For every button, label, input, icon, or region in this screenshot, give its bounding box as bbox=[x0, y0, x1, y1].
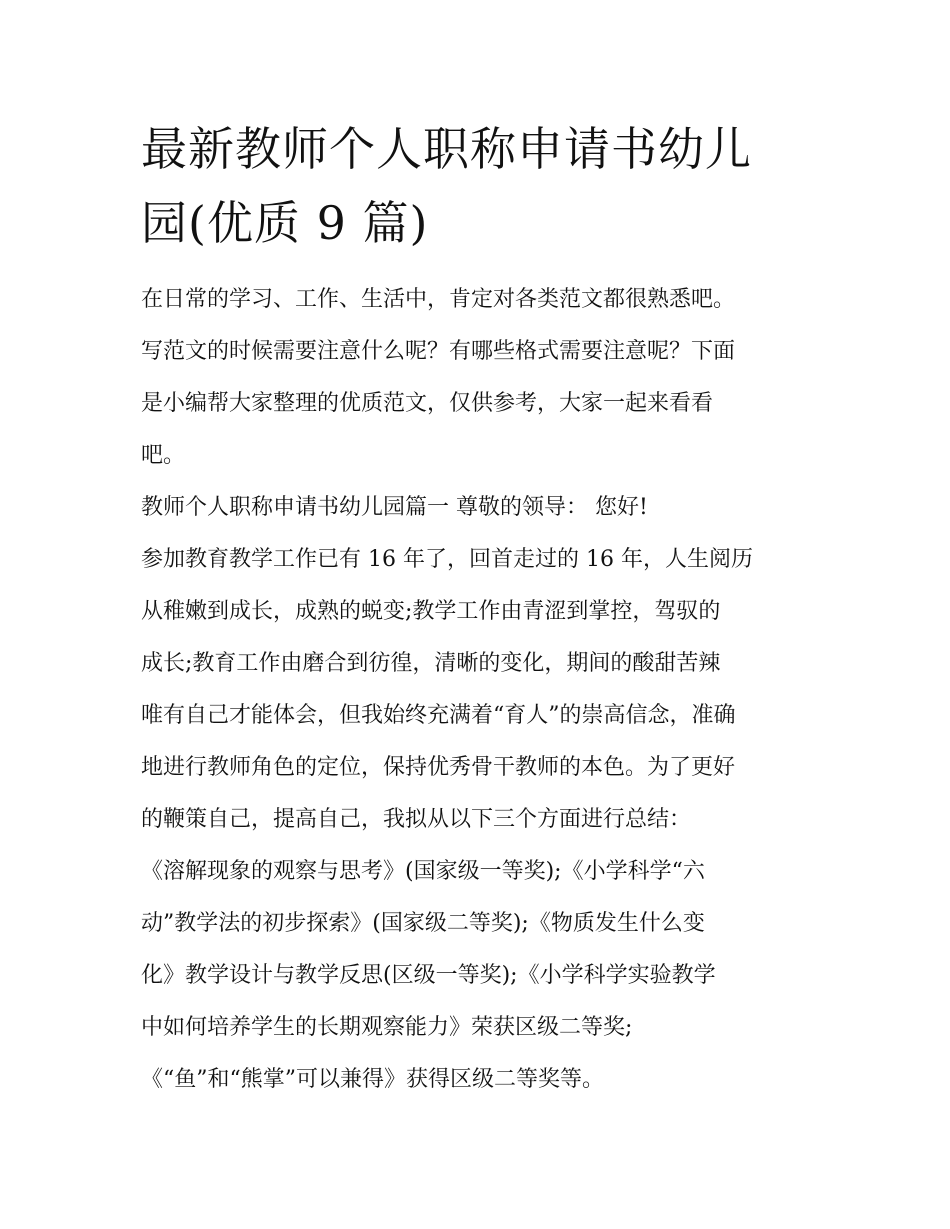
body-line: 从稚嫩到成长，成熟的蜕变;教学工作由青涩到掌控，驾驭的 bbox=[141, 599, 721, 624]
body-line: 地进行教师角色的定位，保持优秀骨干教师的本色。为了更好 bbox=[141, 755, 736, 780]
body-line: 吧。 bbox=[141, 443, 186, 468]
body-line: 化》教学设计与教学反思(区级一等奖);《小学科学实验教学 bbox=[141, 963, 716, 988]
body-line: 是小编帮大家整理的优质范文，仅供参考，大家一起来看看 bbox=[141, 391, 714, 416]
body-line: 教师个人职称申请书幼儿园篇一 尊敬的领导： 您好! bbox=[141, 495, 648, 520]
body-line: 的鞭策自己，提高自己，我拟从以下三个方面进行总结： bbox=[141, 807, 692, 832]
title-line: 园(优质 9 篇) bbox=[141, 196, 429, 250]
body-line: 《溶解现象的观察与思考》(国家级一等奖);《小学科学“六 bbox=[141, 859, 705, 884]
body-line: 《“鱼”和“熊掌”可以兼得》获得区级二等奖等。 bbox=[141, 1067, 604, 1092]
body-line: 在日常的学习、工作、生活中，肯定对各类范文都很熟悉吧。 bbox=[141, 287, 736, 312]
title-line: 最新教师个人职称申请书幼儿 bbox=[141, 122, 752, 176]
body-line: 动”教学法的初步探索》(国家级二等奖);《物质发生什么变 bbox=[141, 911, 705, 936]
document-body bbox=[141, 274, 821, 1106]
document-title bbox=[141, 112, 821, 260]
body-line: 写范文的时候需要注意什么呢？有哪些格式需要注意呢？下面 bbox=[141, 339, 736, 364]
document-page bbox=[141, 112, 821, 1106]
body-line: 成长;教育工作由磨合到彷徨，清晰的变化，期间的酸甜苦辣 bbox=[141, 651, 721, 676]
body-line: 唯有自己才能体会，但我始终充满着“育人”的崇高信念，准确 bbox=[141, 703, 736, 728]
body-line: 中如何培养学生的长期观察能力》荣获区级二等奖; bbox=[141, 1015, 633, 1040]
body-line: 参加教育教学工作已有 16 年了，回首走过的 16 年，人生阅历 bbox=[141, 547, 753, 572]
